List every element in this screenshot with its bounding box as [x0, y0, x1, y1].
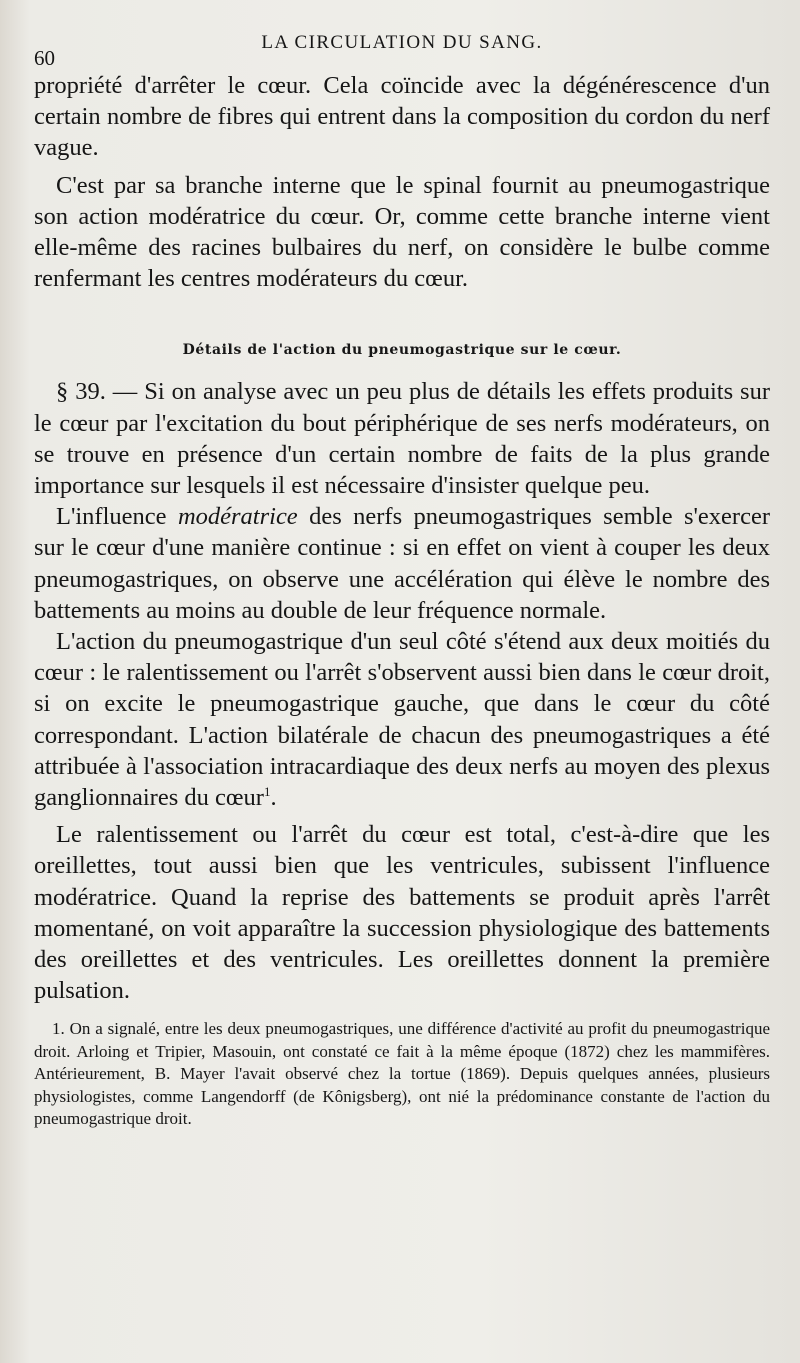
paragraph-section-39: § 39. — Si on analyse avec un peu plus de détails les effets produits sur le cœur par l'excitation du bout périphérique de ses nerfs modérateurs, on se trouve en présence d'un certain nombre de faits de la plus grande importance sur lesquels il est nécessaire d'insister quelque peu.: [34, 378, 770, 500]
text-run: .: [270, 784, 277, 812]
text-run: des nerfs pneumogastriques semble s'exercer sur le cœur d'une manière continue : si en effet on vient à couper les deux pneumogastriques, on observe une accélération qui élève le nombre des battements au moins au double de leur fréquence normale.: [34, 503, 770, 624]
text-run: L'influence: [56, 503, 178, 531]
page-number: 60: [34, 46, 55, 70]
running-title: LA CIRCULATION DU SANG.: [261, 32, 543, 53]
running-header: [34, 0, 770, 80]
section-heading: Détails de l'action du pneumogastrique sur le cœur.: [182, 342, 622, 359]
paragraph-moderating-influence: [34, 501, 770, 626]
paragraph-spinal-branch: C'est par sa branche interne que le spinal fournit au pneumogastrique son action modératrice du cœur. Or, comme cette branche interne vient elle-même des racines bulbaires du nerf, on considère le bulbe comme renfermant les centres modérateurs du cœur.: [34, 171, 770, 293]
footnote-reference: 1: [263, 783, 271, 799]
footnotes: [34, 1018, 770, 1131]
paragraph-continued: propriété d'arrêter le cœur. Cela coïncide avec la dégénérescence d'un certain nombre de fibres qui entrent dans la composition du cordon du nerf vague.: [34, 72, 770, 162]
footnote: 1. On a signalé, entre les deux pneumogastriques, une différence d'activité au profit du pneumogastrique droit. Arloing et Tripier, Masouin, ont constaté ce fait à la même époque (1872) chez les mammifères. Antérieurement, B. Mayer l'avait observé chez la tortue (1869). Depuis quelques années, plusieurs physiologistes, comme Langendorff (de Kônigsberg), ont nié la prédominance constante de l'action du pneumogastrique droit.: [34, 1019, 770, 1129]
paragraph-bilateral-action: [34, 626, 770, 813]
text-run: L'action du pneumogastrique d'un seul côté s'étend aux deux moitiés du cœur : le ralentissement ou l'arrêt s'observent aussi bien dans le cœur droit, si on excite le pneumogastrique gauche, que dans le cœur du côté correspondant. L'action bilatérale de chacun des pneumogastriques a été attribuée à l'association intracardiaque des deux nerfs au moyen des plexus ganglionnaires du cœur: [34, 628, 770, 812]
italic-term: modératrice: [177, 503, 298, 531]
paragraph-total-arrest: Le ralentissement ou l'arrêt du cœur est total, c'est-à-dire que les oreillettes, tout aussi bien que les ventricules, subissent l'influence modératrice. Quand la reprise des battements se produit après l'arrêt momentané, on voit apparaître la succession physiologique des battements des oreillettes et des ventricules. Les oreillettes donnent la première pulsation.: [34, 821, 770, 1005]
